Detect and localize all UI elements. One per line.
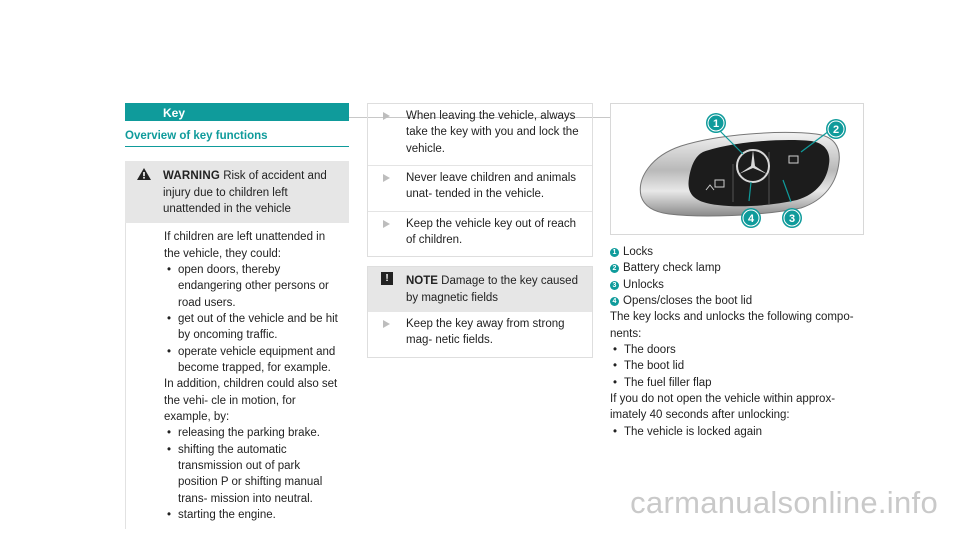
svg-text:1: 1 xyxy=(712,118,720,130)
svg-text:2: 2 xyxy=(832,124,840,136)
section-title: Key xyxy=(125,103,349,121)
instruction-text: Keep the vehicle key out of reach of children. xyxy=(406,217,577,246)
body-paragraph: The key locks and unlocks the following compo- nents: xyxy=(610,311,854,340)
list-item: • shifting the automatic transmission out of park position P or shifting manual trans- mission into neutral. xyxy=(164,442,339,507)
svg-text:3: 3 xyxy=(788,213,796,225)
warning-triangle-icon xyxy=(137,168,151,180)
note-box xyxy=(367,266,593,357)
warning-body xyxy=(125,223,349,529)
arrow-right-icon xyxy=(383,112,390,120)
arrow-right-icon xyxy=(383,220,390,228)
instruction-item xyxy=(368,211,592,257)
legend-text: Battery check lamp xyxy=(623,262,721,275)
figure-legend xyxy=(610,244,864,309)
list-item: • get out of the vehicle and be hit by oncoming traffic. xyxy=(164,311,339,344)
instruction-item xyxy=(368,104,592,165)
note-heading: Damage to the key caused by magnetic fields xyxy=(406,275,578,304)
callout-1 xyxy=(706,113,726,133)
warning-intro: If children are left unattended in the vehicle, they could: xyxy=(164,231,326,260)
arrow-right-icon xyxy=(383,174,390,182)
callout-2 xyxy=(826,119,846,139)
instruction-text: Never leave children and animals unat- tended in the vehicle. xyxy=(406,171,577,201)
callout-number: 1 xyxy=(610,248,619,257)
warning-header xyxy=(125,161,349,223)
instruction-text: Keep the key away from strong mag- netic fields. xyxy=(406,317,565,347)
instruction-text: When leaving the vehicle, always take the key with you and lock the vehicle. xyxy=(406,110,579,155)
warning-label: WARNING xyxy=(163,170,220,183)
list-item: • The vehicle is locked again xyxy=(610,424,864,440)
legend-text: Unlocks xyxy=(623,278,664,291)
arrow-right-icon xyxy=(383,320,390,328)
legend-item xyxy=(610,277,864,293)
warning-intro-2: In addition, children could also set the vehi- cle in motion, for example, by: xyxy=(164,378,338,423)
instruction-box xyxy=(367,103,593,257)
callout-number: 4 xyxy=(610,297,619,306)
warning-heading: Risk of accident and injury due to children left unattended in the vehicle xyxy=(163,170,327,215)
list-item: • The fuel filler flap xyxy=(610,375,864,391)
list-item: • open doors, thereby endangering other persons or road users. xyxy=(164,262,339,311)
list-item: • starting the engine. xyxy=(164,507,339,523)
callout-number: 2 xyxy=(610,264,619,273)
list-item: • The boot lid xyxy=(610,358,864,374)
list-item: • operate vehicle equipment and become trapped, for example. xyxy=(164,344,339,377)
body-paragraph: If you do not open the vehicle within approx- imately 40 seconds after unlocking: xyxy=(610,392,836,422)
list-item: • releasing the parking brake. xyxy=(164,425,339,441)
exclamation-icon: ! xyxy=(381,272,393,285)
callout-3 xyxy=(782,208,802,228)
instruction-item xyxy=(368,165,592,211)
column-right xyxy=(610,103,864,440)
legend-text: Opens/closes the boot lid xyxy=(623,294,753,307)
note-label: NOTE xyxy=(406,275,438,288)
car-key-image xyxy=(611,104,863,234)
warning-box xyxy=(125,161,349,529)
column-left xyxy=(125,103,349,529)
note-header xyxy=(368,267,592,312)
svg-text:4: 4 xyxy=(747,213,755,225)
column-middle xyxy=(367,103,593,358)
legend-item xyxy=(610,293,864,309)
instruction-item xyxy=(368,312,592,357)
callout-4 xyxy=(741,208,761,228)
legend-text: Locks xyxy=(623,246,654,258)
legend-item xyxy=(610,244,864,260)
section-subtitle: Overview of key functions xyxy=(125,128,349,147)
legend-item xyxy=(610,260,864,276)
callout-number: 3 xyxy=(610,281,619,290)
watermark: carmanualsonline.info xyxy=(630,484,938,520)
key-figure xyxy=(610,103,864,235)
list-item: • The doors xyxy=(610,342,864,358)
